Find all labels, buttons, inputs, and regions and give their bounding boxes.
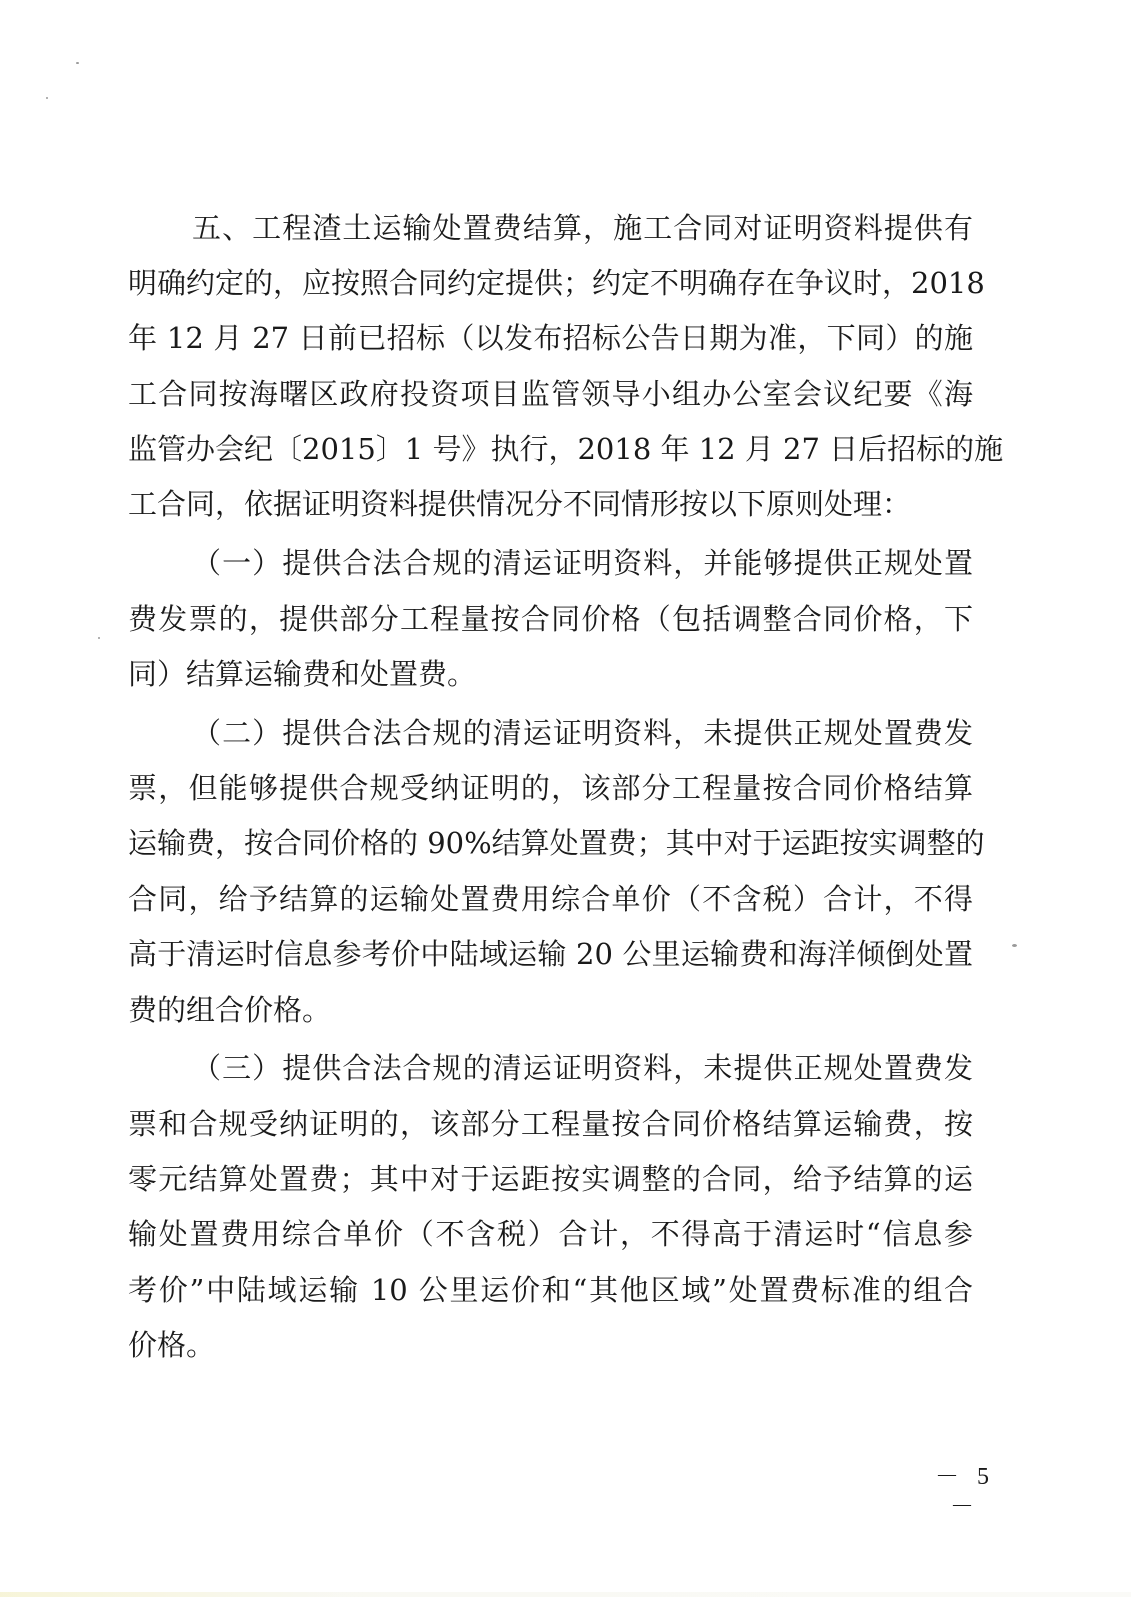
item-two-line-1: （二）提供合法合规的清运证明资料，未提供正规处置费发 [192, 716, 973, 750]
scan-speck [46, 97, 48, 99]
item-three-line-1: （三）提供合法合规的清运证明资料，未提供正规处置费发 [192, 1051, 973, 1085]
item-two-line-3: 运输费，按合同价格的 90%结算处置费；其中对于运距按实调整的 [128, 826, 985, 860]
item-three-line-3: 零元结算处置费；其中对于运距按实调整的合同，给予结算的运 [128, 1162, 973, 1196]
section-five-line-2: 明确约定的，应按照合同约定提供；约定不明确存在争议时，2018 [128, 266, 985, 300]
item-two-line-6: 费的组合价格。 [128, 993, 332, 1027]
item-two-line-4: 合同，给予结算的运输处置费用综合单价（不含税）合计，不得 [128, 882, 973, 916]
scan-speck [1012, 944, 1017, 947]
section-five-line-1: 五、工程渣土运输处置费结算，施工合同对证明资料提供有 [192, 211, 973, 245]
page-number: － 5 － [935, 1464, 995, 1520]
section-five-line-6: 工合同，依据证明资料提供情况分不同情形按以下原则处理： [128, 487, 912, 521]
item-two-line-5: 高于清运时信息参考价中陆域运输 20 公里运输费和海洋倾倒处置 [128, 937, 973, 971]
item-three-line-5: 考价”中陆域运输 10 公里运价和“其他区域”处置费标准的组合 [128, 1273, 973, 1307]
scan-speck [98, 637, 100, 639]
item-three-line-2: 票和合规受纳证明的，该部分工程量按合同价格结算运输费，按 [128, 1107, 973, 1141]
section-five-line-4: 工合同按海曙区政府投资项目监管领导小组办公室会议纪要《海 [128, 377, 973, 411]
item-one-line-1: （一）提供合法合规的清运证明资料，并能够提供正规处置 [192, 546, 973, 580]
section-five-line-5: 监管办会纪〔2015〕1 号》执行，2018 年 12 月 27 日后招标的施 [128, 432, 1004, 466]
item-three-line-4: 输处置费用综合单价（不含税）合计，不得高于清运时“信息参 [128, 1217, 973, 1251]
item-two-line-2: 票，但能够提供合规受纳证明的，该部分工程量按合同价格结算 [128, 771, 973, 805]
item-one-line-3: 同）结算运输费和处置费。 [128, 657, 477, 691]
section-five-line-3: 年 12 月 27 日前已招标（以发布招标公告日期为准，下同）的施 [128, 321, 973, 355]
item-one-line-2: 费发票的，提供部分工程量按合同价格（包括调整合同价格，下 [128, 602, 973, 636]
scan-bottom-edge [0, 1592, 1131, 1597]
scan-speck [76, 62, 79, 64]
item-three-line-6: 价格。 [128, 1328, 216, 1362]
